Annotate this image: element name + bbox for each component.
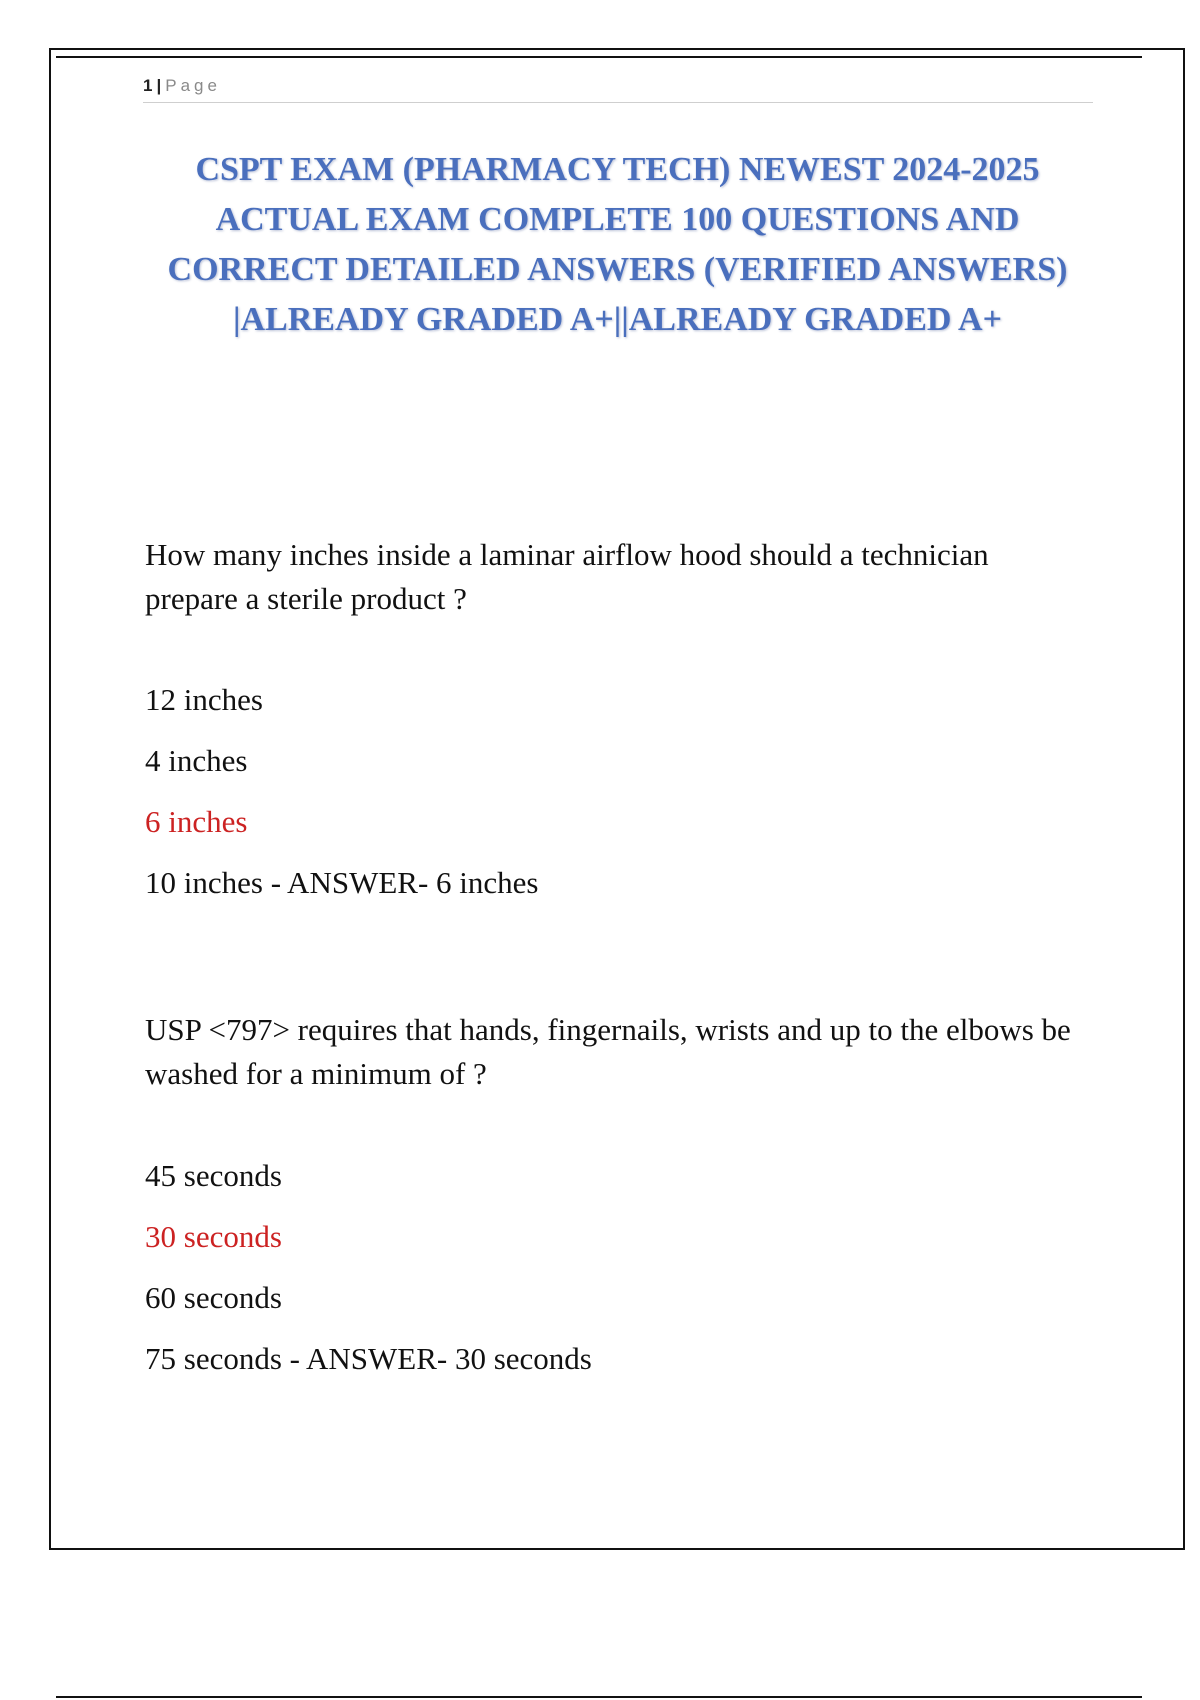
- option-item-correct: 6 inches: [145, 804, 248, 839]
- question-text: How many inches inside a laminar airflow hood should a technician prepare a sterile product ?: [145, 537, 989, 616]
- page-label: Page: [165, 76, 221, 95]
- option-item: 12 inches: [145, 682, 263, 717]
- question-block: [145, 533, 1085, 926]
- option-item: 4 inches: [145, 743, 248, 778]
- option-item-correct: 30 seconds: [145, 1219, 282, 1254]
- question-block: [145, 1008, 1085, 1402]
- top-rule: [56, 56, 1142, 58]
- page-header: [143, 74, 1093, 103]
- document-title: CSPT EXAM (PHARMACY TECH) NEWEST 2024-2025 ACTUAL EXAM COMPLETE 100 QUESTIONS AND CORRECT DETAILED ANSWERS (VERIFIED ANSWERS) |ALREADY GRADED A+||ALREADY GRADED A+: [167, 151, 1068, 338]
- page-separator: |: [156, 76, 162, 95]
- option-item-with-answer: 75 seconds - ANSWER- 30 seconds: [145, 1341, 592, 1376]
- option-item: 60 seconds: [145, 1280, 282, 1315]
- option-list: [145, 682, 1085, 926]
- question-text: USP <797> requires that hands, fingernails, wrists and up to the elbows be washed for a minimum of ?: [145, 1012, 1071, 1091]
- option-list: [145, 1158, 1085, 1402]
- option-item: 45 seconds: [145, 1158, 282, 1193]
- page-number: 1: [143, 76, 153, 95]
- bottom-rule: [56, 1696, 1142, 1698]
- option-item-with-answer: 10 inches - ANSWER- 6 inches: [145, 865, 539, 900]
